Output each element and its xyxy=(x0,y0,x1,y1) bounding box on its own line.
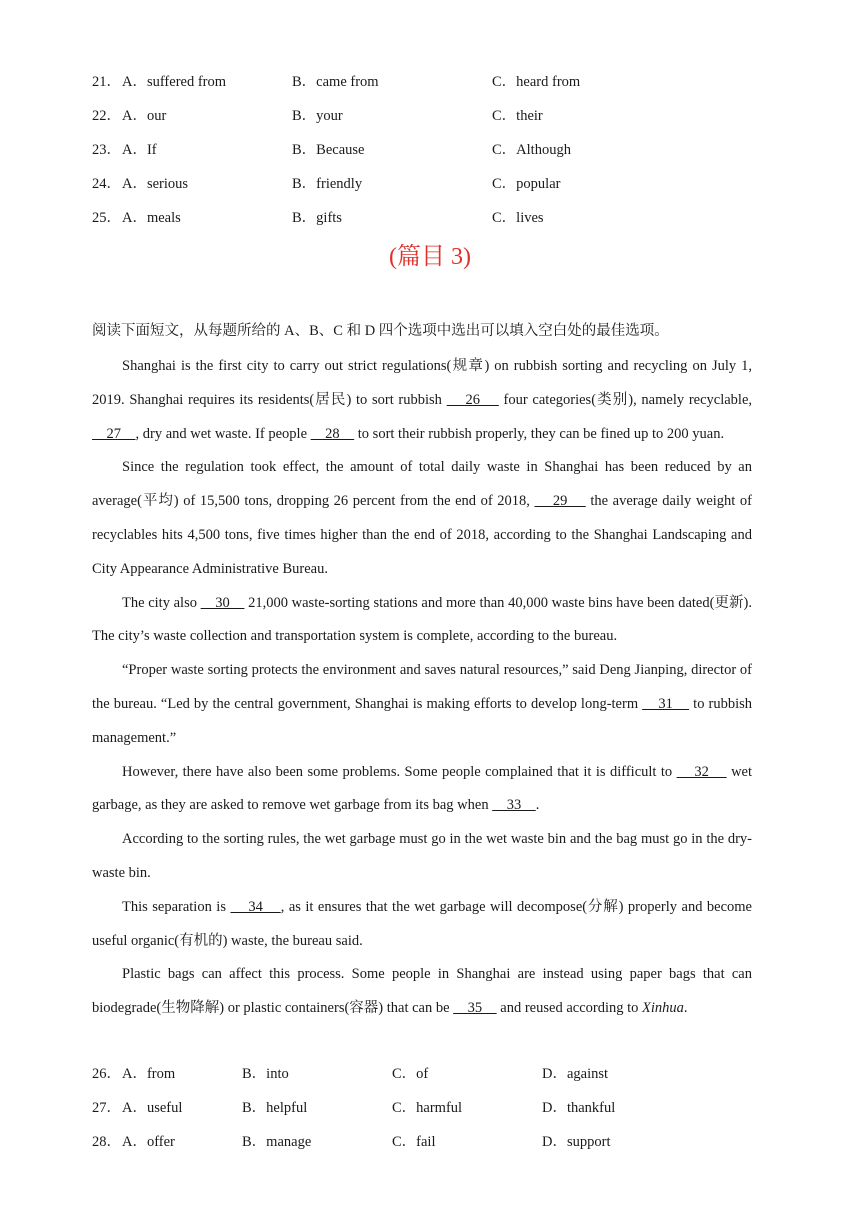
option-c: C．their xyxy=(492,108,543,124)
option-a: A．meals xyxy=(122,210,181,226)
option-a: A．useful xyxy=(122,1100,183,1116)
reading-passage xyxy=(92,350,752,1026)
answer-blank: 29 xyxy=(534,493,586,510)
passage-text: “Proper waste sorting protects the environment and saves natural resources,” said Deng Jianping, director of the bureau. “Led by the central government, Shanghai is making efforts to develop long-term xyxy=(92,662,752,712)
passage-text: 21,000 waste-sorting stations and more than 40,000 waste bins have been dated(更新). The city’s waste collection and transportation system is complete, according to the bureau. xyxy=(92,594,753,645)
option-b: B．gifts xyxy=(292,210,342,226)
section-title: (篇目 3) xyxy=(389,244,471,270)
question-number: 23． xyxy=(92,142,121,158)
option-b: B．Because xyxy=(292,142,365,158)
passage-text: to sort their rubbish properly, they can be fined up to 200 yuan. xyxy=(354,425,725,442)
option-a: A．offer xyxy=(122,1134,175,1150)
passage-paragraph xyxy=(92,891,752,959)
option-b: B．into xyxy=(242,1066,289,1082)
answer-blank: 30 xyxy=(200,594,245,611)
option-c: C．Although xyxy=(492,142,571,158)
passage-paragraph xyxy=(92,451,752,586)
answer-blank: 27 xyxy=(92,425,136,442)
option-d: D．against xyxy=(542,1066,609,1082)
answer-blank: 28 xyxy=(310,425,355,442)
passage-text: However, there have also been some problems. Some people complained that it is difficult to xyxy=(122,763,677,780)
option-c: C．popular xyxy=(492,176,561,192)
question-number: 22． xyxy=(92,108,121,124)
passage-text: the average daily weight of recyclables hits 4,500 tons, five times higher than the end of 2018, according to the Shanghai Landscaping and City Appearance Administrative Bureau. xyxy=(92,493,753,577)
option-c: C．harmful xyxy=(392,1100,463,1116)
option-a: A．our xyxy=(122,108,167,124)
passage-paragraph xyxy=(92,350,752,451)
question-number: 24． xyxy=(92,176,121,192)
option-a: A．serious xyxy=(122,176,189,192)
option-c: C．lives xyxy=(492,210,544,226)
question-number: 26． xyxy=(92,1066,121,1082)
option-b: B．manage xyxy=(242,1134,312,1150)
instructions: 阅读下面短文，从每题所给的 A、B、C 和 D 四个选项中选出可以填入空白处的最佳选项。 xyxy=(92,323,669,339)
passage-text: . xyxy=(535,797,540,814)
passage-text: wet garbage, as they are asked to remove wet garbage from its bag when xyxy=(92,763,753,814)
passage-text: Shanghai is the first city to carry out strict regulations(规章) on rubbish sorting and recycling on July 1, 2019. Shanghai requires its residents(居民) to sort rubbish xyxy=(92,358,752,408)
question-number: 27． xyxy=(92,1100,121,1116)
passage-paragraph xyxy=(92,654,752,755)
option-c: C．of xyxy=(392,1066,429,1082)
passage-paragraph xyxy=(92,756,752,824)
option-b: B．your xyxy=(292,108,343,124)
question-number: 25． xyxy=(92,210,121,226)
passage-text: Since the regulation took effect, the amount of total daily waste in Shanghai has been reduced by an average(平均) of 15,500 tons, dropping 26 percent from the end of 2018, xyxy=(92,459,752,510)
answer-blank: 34 xyxy=(230,898,281,915)
passage-text: to rubbish management.” xyxy=(92,695,752,746)
option-d: D．thankful xyxy=(542,1100,616,1116)
passage-text: According to the sorting rules, the wet garbage must go in the wet waste bin and the bag must go in the dry-waste bin. xyxy=(92,831,752,881)
option-b: B．friendly xyxy=(292,176,363,192)
option-a: A．suffered from xyxy=(122,74,227,90)
passage-paragraph xyxy=(92,587,752,655)
option-a: A．If xyxy=(122,142,157,158)
option-c: C．heard from xyxy=(492,74,581,90)
passage-text: and reused according to xyxy=(496,1000,643,1017)
passage-text: , as it ensures that the wet garbage will decompose(分解) properly and become useful organic(有机的) waste, the bureau said. xyxy=(92,898,752,949)
option-b: B．came from xyxy=(292,74,379,90)
passage-text: The city also xyxy=(122,594,201,611)
passage-text: four categories(类别), namely recyclable, xyxy=(498,391,753,408)
passage-text: , dry and wet waste. If people xyxy=(135,425,311,442)
question-number: 21． xyxy=(92,74,121,90)
passage-text: This separation is xyxy=(122,898,231,915)
question-number: 28． xyxy=(92,1134,121,1150)
option-d: D．support xyxy=(542,1134,611,1150)
passage-paragraph xyxy=(92,823,752,891)
answer-blank: 33 xyxy=(492,797,536,814)
passage-text: . xyxy=(683,1000,688,1017)
answer-blank: 31 xyxy=(642,695,690,712)
passage-text: Plastic bags can affect this process. Some people in Shanghai are instead using paper bags that can biodegrade(生物降解) or plastic containers(容器) that can be xyxy=(92,966,752,1017)
answer-blank: 32 xyxy=(676,763,727,780)
passage-paragraph xyxy=(92,958,752,1026)
option-c: C．fail xyxy=(392,1134,436,1150)
answer-blank: 26 xyxy=(446,391,499,408)
answer-blank: 35 xyxy=(453,1000,497,1017)
source-name: Xinhua xyxy=(642,1000,684,1017)
option-a: A．from xyxy=(122,1066,176,1082)
option-b: B．helpful xyxy=(242,1100,308,1116)
